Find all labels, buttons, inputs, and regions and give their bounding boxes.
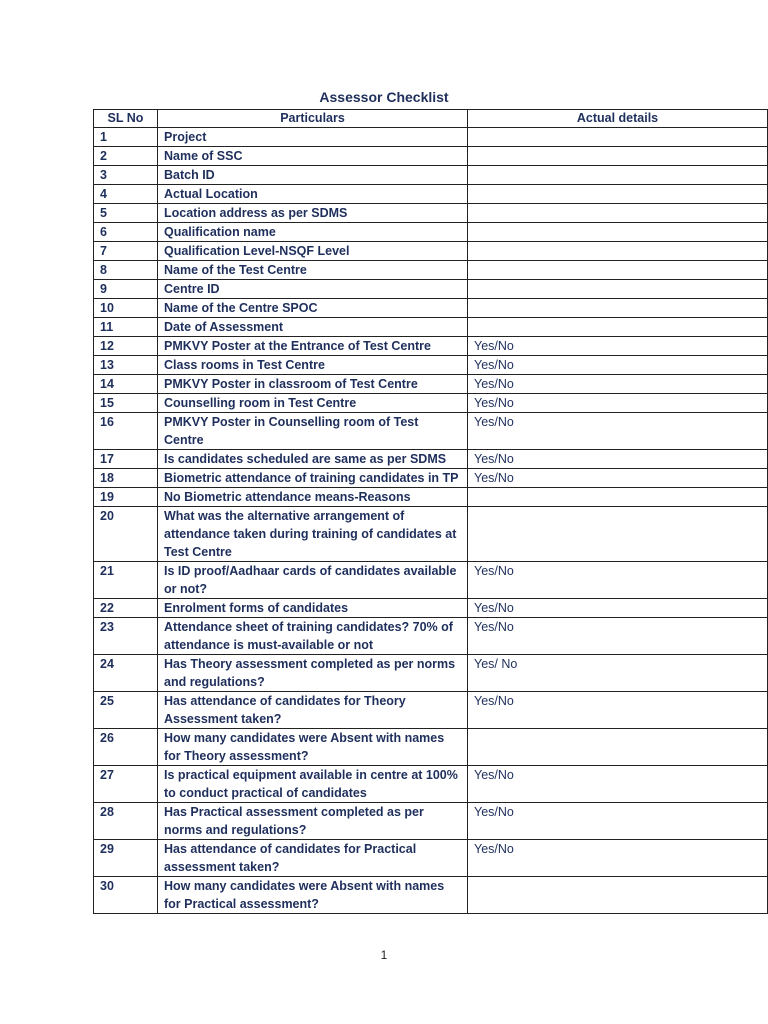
row-actual-details bbox=[468, 877, 768, 914]
page-title: Assessor Checklist bbox=[319, 89, 449, 105]
row-actual-details bbox=[468, 280, 768, 299]
row-actual-details: Yes/ No bbox=[468, 655, 768, 692]
row-sl-no: 2 bbox=[94, 147, 158, 166]
row-sl-no: 18 bbox=[94, 469, 158, 488]
row-particulars: Has Theory assessment completed as per norms and regulations? bbox=[158, 655, 468, 692]
row-sl-no: 13 bbox=[94, 356, 158, 375]
row-sl-no: 7 bbox=[94, 242, 158, 261]
row-particulars: Is candidates scheduled are same as per SDMS bbox=[158, 450, 468, 469]
table-row bbox=[94, 469, 768, 488]
table-row bbox=[94, 729, 768, 766]
header-actual-details: Actual details bbox=[468, 110, 768, 128]
row-particulars: PMKVY Poster at the Entrance of Test Centre bbox=[158, 337, 468, 356]
row-actual-details: Yes/No bbox=[468, 394, 768, 413]
row-particulars: Date of Assessment bbox=[158, 318, 468, 337]
row-actual-details: Yes/No bbox=[468, 356, 768, 375]
row-actual-details bbox=[468, 204, 768, 223]
row-actual-details bbox=[468, 128, 768, 147]
table-row bbox=[94, 356, 768, 375]
row-sl-no: 8 bbox=[94, 261, 158, 280]
table-row bbox=[94, 318, 768, 337]
row-particulars: Centre ID bbox=[158, 280, 468, 299]
table-row bbox=[94, 204, 768, 223]
row-particulars: Qualification name bbox=[158, 223, 468, 242]
table-row bbox=[94, 488, 768, 507]
row-actual-details: Yes/No bbox=[468, 337, 768, 356]
row-particulars: Biometric attendance of training candidates in TP bbox=[158, 469, 468, 488]
row-particulars: What was the alternative arrangement of attendance taken during training of candidates at Test Centre bbox=[158, 507, 468, 562]
row-particulars: Counselling room in Test Centre bbox=[158, 394, 468, 413]
row-actual-details bbox=[468, 185, 768, 204]
checklist-table bbox=[93, 109, 768, 914]
table-row bbox=[94, 766, 768, 803]
row-sl-no: 10 bbox=[94, 299, 158, 318]
row-sl-no: 26 bbox=[94, 729, 158, 766]
row-particulars: Has attendance of candidates for Practical assessment taken? bbox=[158, 840, 468, 877]
row-particulars: Location address as per SDMS bbox=[158, 204, 468, 223]
table-row bbox=[94, 337, 768, 356]
row-particulars: Has Practical assessment completed as per norms and regulations? bbox=[158, 803, 468, 840]
row-sl-no: 25 bbox=[94, 692, 158, 729]
row-sl-no: 3 bbox=[94, 166, 158, 185]
row-actual-details: Yes/No bbox=[468, 562, 768, 599]
row-particulars: Has attendance of candidates for Theory Assessment taken? bbox=[158, 692, 468, 729]
table-row bbox=[94, 692, 768, 729]
row-actual-details bbox=[468, 242, 768, 261]
row-particulars: Is ID proof/Aadhaar cards of candidates available or not? bbox=[158, 562, 468, 599]
row-sl-no: 1 bbox=[94, 128, 158, 147]
header-sl-no: SL No bbox=[94, 110, 158, 128]
row-actual-details: Yes/No bbox=[468, 469, 768, 488]
table-row bbox=[94, 128, 768, 147]
table-row bbox=[94, 375, 768, 394]
row-particulars: PMKVY Poster in classroom of Test Centre bbox=[158, 375, 468, 394]
table-row bbox=[94, 242, 768, 261]
row-actual-details bbox=[468, 729, 768, 766]
row-particulars: Class rooms in Test Centre bbox=[158, 356, 468, 375]
page-number: 1 bbox=[380, 948, 388, 962]
table-row bbox=[94, 655, 768, 692]
table-row bbox=[94, 618, 768, 655]
row-actual-details: Yes/No bbox=[468, 803, 768, 840]
table-row bbox=[94, 185, 768, 204]
row-sl-no: 12 bbox=[94, 337, 158, 356]
row-sl-no: 20 bbox=[94, 507, 158, 562]
table-row bbox=[94, 803, 768, 840]
row-sl-no: 15 bbox=[94, 394, 158, 413]
row-actual-details bbox=[468, 488, 768, 507]
row-particulars: Enrolment forms of candidates bbox=[158, 599, 468, 618]
row-actual-details: Yes/No bbox=[468, 599, 768, 618]
row-actual-details: Yes/No bbox=[468, 840, 768, 877]
row-sl-no: 24 bbox=[94, 655, 158, 692]
row-sl-no: 11 bbox=[94, 318, 158, 337]
row-actual-details bbox=[468, 261, 768, 280]
row-particulars: Batch ID bbox=[158, 166, 468, 185]
row-particulars: No Biometric attendance means-Reasons bbox=[158, 488, 468, 507]
row-actual-details bbox=[468, 299, 768, 318]
table-header-row bbox=[94, 110, 768, 128]
row-actual-details: Yes/No bbox=[468, 375, 768, 394]
table-row bbox=[94, 223, 768, 242]
row-particulars: Project bbox=[158, 128, 468, 147]
table-row bbox=[94, 840, 768, 877]
table-row bbox=[94, 413, 768, 450]
row-sl-no: 5 bbox=[94, 204, 158, 223]
row-particulars: Qualification Level-NSQF Level bbox=[158, 242, 468, 261]
table-row bbox=[94, 599, 768, 618]
row-particulars: Name of the Test Centre bbox=[158, 261, 468, 280]
table-row bbox=[94, 450, 768, 469]
row-actual-details bbox=[468, 147, 768, 166]
row-particulars: PMKVY Poster in Counselling room of Test Centre bbox=[158, 413, 468, 450]
row-sl-no: 16 bbox=[94, 413, 158, 450]
row-sl-no: 4 bbox=[94, 185, 158, 204]
table-row bbox=[94, 299, 768, 318]
row-sl-no: 30 bbox=[94, 877, 158, 914]
table-row bbox=[94, 394, 768, 413]
row-sl-no: 27 bbox=[94, 766, 158, 803]
table-row bbox=[94, 261, 768, 280]
row-sl-no: 23 bbox=[94, 618, 158, 655]
row-sl-no: 21 bbox=[94, 562, 158, 599]
table-row bbox=[94, 877, 768, 914]
row-sl-no: 17 bbox=[94, 450, 158, 469]
row-actual-details bbox=[468, 507, 768, 562]
row-actual-details bbox=[468, 166, 768, 185]
row-particulars: Name of the Centre SPOC bbox=[158, 299, 468, 318]
row-sl-no: 22 bbox=[94, 599, 158, 618]
table-row bbox=[94, 147, 768, 166]
row-sl-no: 19 bbox=[94, 488, 158, 507]
row-actual-details bbox=[468, 318, 768, 337]
row-particulars: How many candidates were Absent with names for Practical assessment? bbox=[158, 877, 468, 914]
row-sl-no: 6 bbox=[94, 223, 158, 242]
table-row bbox=[94, 562, 768, 599]
row-actual-details: Yes/No bbox=[468, 450, 768, 469]
table-row bbox=[94, 166, 768, 185]
row-particulars: Is practical equipment available in centre at 100% to conduct practical of candidates bbox=[158, 766, 468, 803]
row-actual-details: Yes/No bbox=[468, 692, 768, 729]
row-particulars: How many candidates were Absent with names for Theory assessment? bbox=[158, 729, 468, 766]
row-actual-details: Yes/No bbox=[468, 618, 768, 655]
row-particulars: Name of SSC bbox=[158, 147, 468, 166]
row-sl-no: 29 bbox=[94, 840, 158, 877]
row-actual-details: Yes/No bbox=[468, 413, 768, 450]
row-actual-details: Yes/No bbox=[468, 766, 768, 803]
row-particulars: Attendance sheet of training candidates? 70% of attendance is must-available or not bbox=[158, 618, 468, 655]
row-particulars: Actual Location bbox=[158, 185, 468, 204]
row-actual-details bbox=[468, 223, 768, 242]
row-sl-no: 14 bbox=[94, 375, 158, 394]
row-sl-no: 9 bbox=[94, 280, 158, 299]
header-particulars: Particulars bbox=[158, 110, 468, 128]
table-row bbox=[94, 280, 768, 299]
row-sl-no: 28 bbox=[94, 803, 158, 840]
table-row bbox=[94, 507, 768, 562]
